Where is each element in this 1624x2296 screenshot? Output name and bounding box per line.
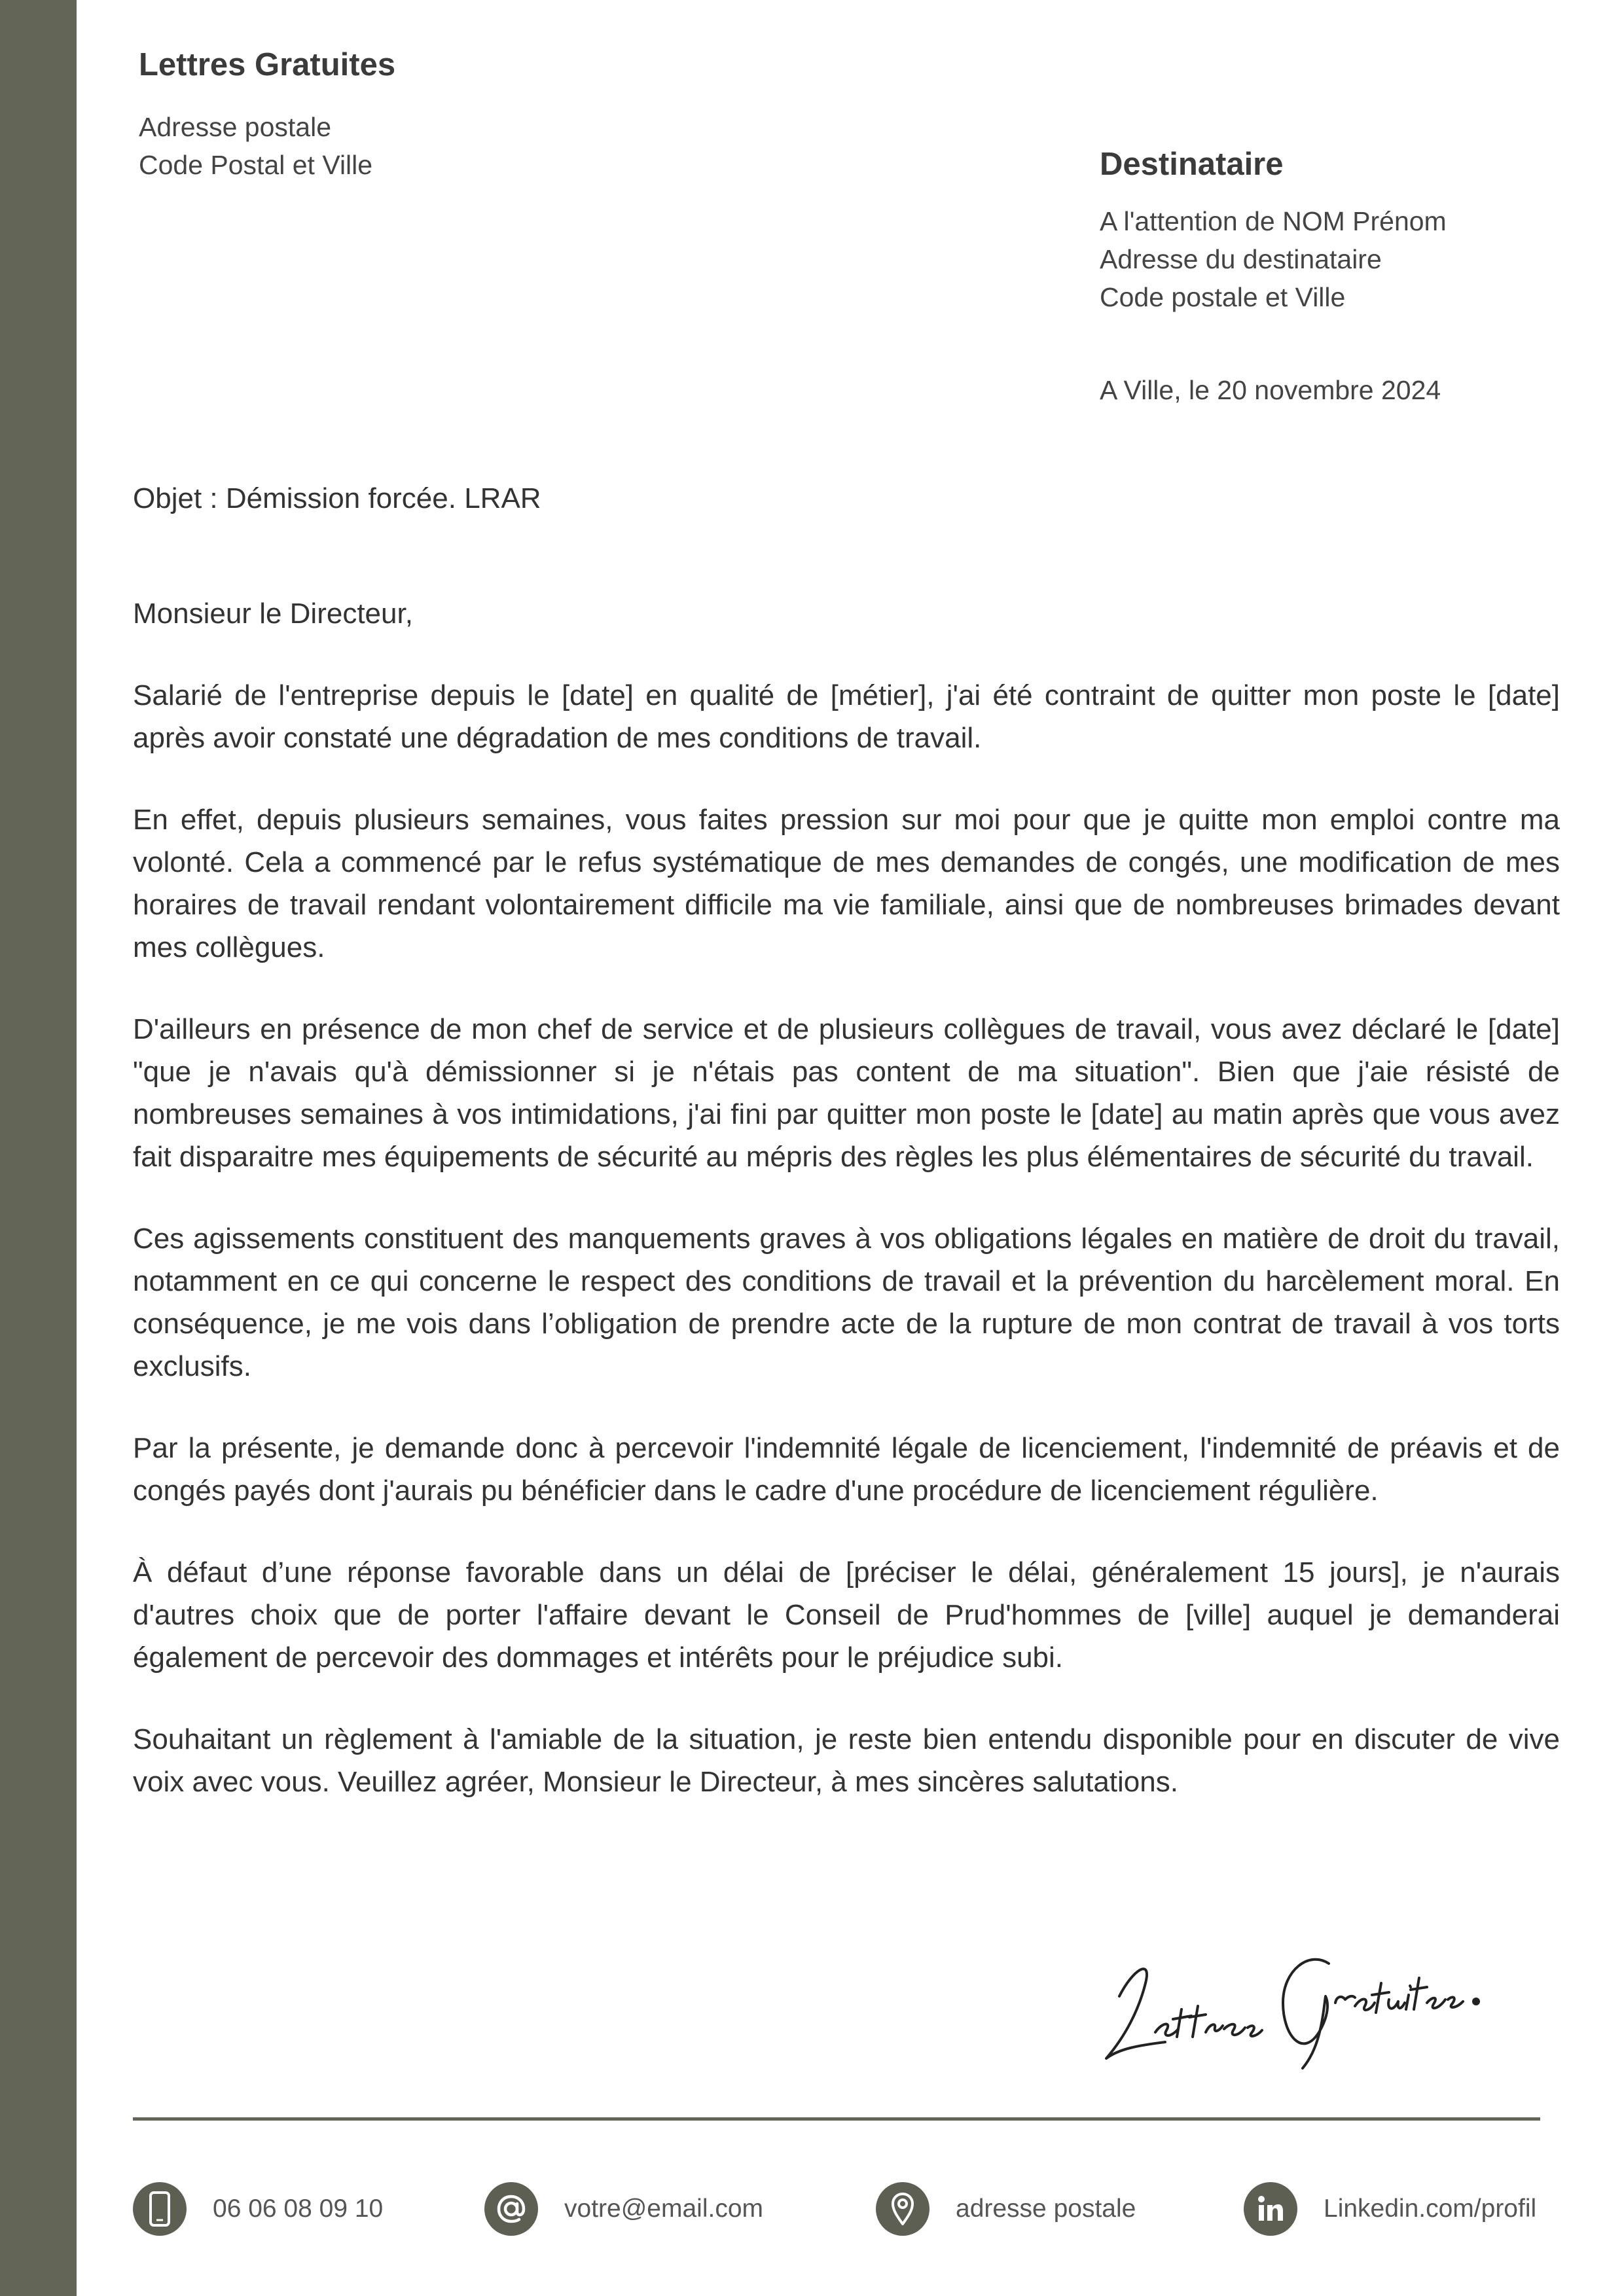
side-accent-bar [0,0,77,2296]
letter-body [133,592,1560,1842]
paragraph: Par la présente, je demande donc à percevoir l'indemnité légale de licenciement, l'indemnité de préavis et de congés payés dont j'aurais pu bénéficier dans le cadre d'une procédure de licenciement régulière. [133,1432,1560,1507]
paragraph: Ces agissements constituent des manquements graves à vos obligations légales en matière de droit du travail, notamment en ce qui concerne le respect des conditions de travail et la prévention du harcèlement moral. En conséquence, je me vois dans l’obligation de prendre acte de la rupture de mon contrat de travail à vos torts exclusifs. [133,1223,1560,1382]
paragraph: Souhaitant un règlement à l'amiable de la situation, je reste bien entendu disponible pour en discuter de vive voix avec vous. Veuillez agréer, Monsieur le Directeur, à mes sincères salutations. [133,1723,1560,1798]
paragraph: Salarié de l'entreprise depuis le [date] en qualité de [métier], j'ai été contraint de quitter mon poste le [date] après avoir constaté une dégradation de mes conditions de travail. [133,679,1560,754]
sender-name: Lettres Gratuites [139,47,396,82]
sender-address: Adresse postale [139,111,332,142]
linkedin-icon [1244,2182,1297,2236]
recipient-block [1100,145,1447,316]
address-text: adresse postale [956,2195,1136,2223]
letter-date: A Ville, le 20 novembre 2024 [1100,375,1441,405]
paragraph: À défaut d’une réponse favorable dans un délai de [préciser le délai, généralement 15 jours], je n'aurais d'autres choix que de porter l'affaire devant le Conseil de Prud'hommes de [ville] auquel je demanderai également de percevoir des dommages et intérêts pour le préjudice subi. [133,1556,1560,1674]
recipient-city: Code postale et Ville [1100,281,1346,312]
email-text: votre@email.com [564,2195,764,2223]
letter-object: Objet : Démission forcée. LRAR [133,482,541,514]
footer-phone [133,2179,383,2238]
recipient-title: Destinataire [1100,147,1284,182]
sender-city: Code Postal et Ville [139,149,373,180]
phone-text: 06 06 08 09 10 [213,2195,384,2223]
recipient-attention: A l'attention de NOM Prénom [1100,206,1447,236]
salutation: Monsieur le Directeur, [133,598,413,630]
linkedin-text: Linkedin.com/profil [1324,2195,1537,2223]
footer-linkedin [1244,2179,1536,2238]
paragraph: D'ailleurs en présence de mon chef de service et de plusieurs collègues de travail, vous avez déclaré le [date] "que je n'avais qu'à démissionner si je n'étais pas content de ma situation". Bien que j'aie résisté de nombreuses semaines à vos intimidations, j'ai fini par quitter mon poste le [date] au matin après que vous avez fait disparaitre mes équipements de sécurité au mépris des règles les plus élémentaires de sécurité du travail. [133,1013,1560,1173]
footer-divider [133,2117,1540,2121]
sender-block [139,46,395,184]
at-icon [484,2182,538,2236]
phone-icon [133,2182,187,2236]
footer-email [484,2179,763,2238]
handwritten-signature [1093,1918,1486,2075]
footer-address [876,2179,1136,2238]
map-pin-icon [876,2182,929,2236]
paragraph: En effet, depuis plusieurs semaines, vous faites pression sur moi pour que je quitte mon emploi contre ma volonté. Cela a commencé par le refus systématique de mes demandes de congés, une modification de mes horaires de travail rendant volontairement difficile ma vie familiale, ainsi que de nombreuses brimades devant mes collègues. [133,804,1560,963]
recipient-address: Adresse du destinataire [1100,243,1382,274]
